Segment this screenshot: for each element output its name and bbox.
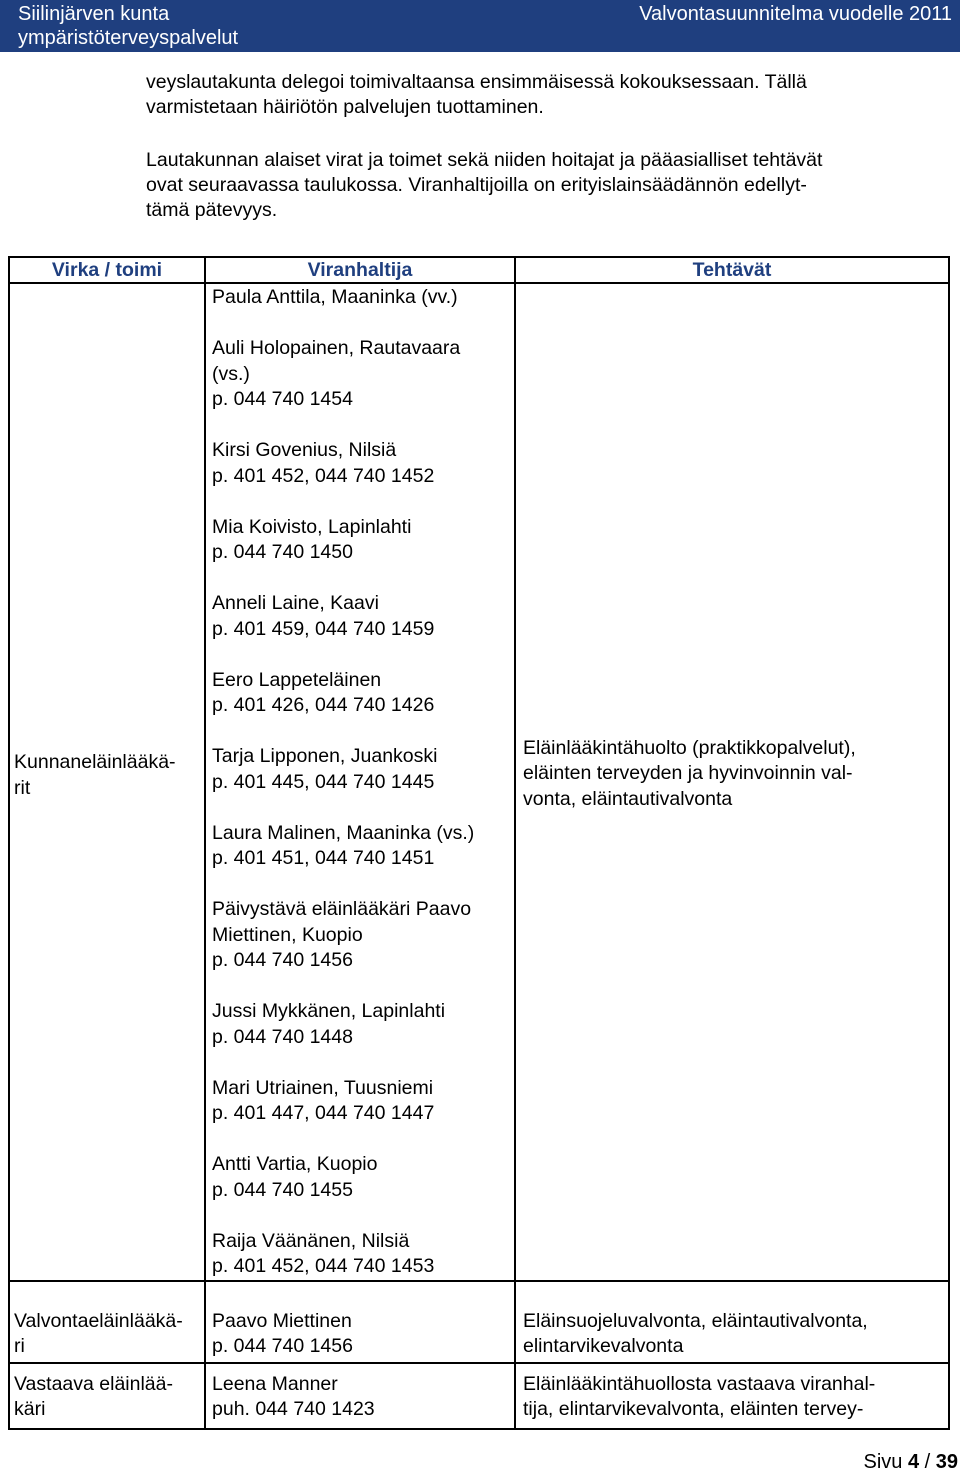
officer-phone: p. 044 740 1455	[212, 1178, 353, 1201]
table-row-supervising-vet	[9, 1281, 949, 1363]
officer-phone: puh. 044 740 1423	[212, 1398, 375, 1420]
table-header-row	[9, 257, 949, 283]
intro-line: varmistetaan häiriötön palvelujen tuottaminen.	[146, 96, 544, 118]
officer-phone: p. 401 452, 044 740 1452	[212, 464, 435, 487]
tasks-cell	[515, 1281, 949, 1363]
officer-line: Mia Koivisto, Lapinlahti	[212, 515, 412, 538]
task-text: Eläinlääkintähuollosta vastaava viranhal-	[523, 1372, 876, 1395]
officer-line: (vs.)	[212, 362, 250, 385]
intro-line: ovat seuraavassa taulukossa. Viranhaltijoilla on erityislainsäädännön edellyt-	[146, 174, 807, 196]
column-header-tasks: Tehtävät	[515, 257, 949, 283]
role-cell	[9, 1281, 205, 1363]
staff-table	[8, 256, 950, 1430]
officer-phone: p. 044 740 1456	[212, 1335, 353, 1357]
officer-phone: p. 401 451, 044 740 1451	[212, 847, 435, 869]
page-label: Sivu	[863, 1451, 908, 1473]
officers-cell	[205, 1363, 515, 1429]
task-text: elintarvikevalvonta	[523, 1335, 684, 1357]
intro-paragraph-2	[146, 148, 946, 223]
officer-line: Mari Utriainen, Tuusniemi	[212, 1076, 434, 1099]
header-municipality: Siilinjärven kunta	[18, 3, 170, 25]
role-cell	[9, 283, 205, 1281]
intro-line: Lautakunnan alaiset virat ja toimet sekä niiden hoitajat ja pääasialliset tehtävät	[146, 149, 823, 171]
tasks-cell	[515, 1363, 949, 1429]
officer-phone: p. 401 445, 044 740 1445	[212, 770, 435, 793]
role-text: Vastaava eläinlää-	[14, 1372, 173, 1395]
officer-line: Leena Manner	[212, 1372, 338, 1395]
task-text: eläinten terveyden ja hyvinvoinnin val-	[523, 762, 853, 784]
officer-line: Eero Lappeteläinen	[212, 668, 382, 691]
role-text: käri	[14, 1398, 46, 1420]
officer-phone: p. 401 459, 044 740 1459	[212, 617, 435, 640]
table-row-chief-vet	[9, 1363, 949, 1429]
officer-phone: p. 044 740 1454	[212, 388, 353, 410]
task-text: Eläinsuojeluvalvonta, eläintautivalvonta,	[523, 1309, 868, 1332]
header-department: ympäristöterveyspalvelut	[18, 27, 239, 49]
officer-phone: p. 401 426, 044 740 1426	[212, 694, 435, 716]
current-page: 4	[907, 1451, 920, 1473]
table-row-municipal-vets	[9, 283, 949, 1281]
intro-line: veyslautakunta delegoi toimivaltaansa ensimmäisessä kokouksessaan. Tällä	[146, 71, 807, 93]
header-document-title: Valvontasuunnitelma vuodelle 2011	[639, 3, 952, 25]
role-cell	[9, 1363, 205, 1429]
officer-line: Miettinen, Kuopio	[212, 923, 363, 946]
role-text: Valvontaeläinlääkä-	[14, 1309, 183, 1332]
task-text: tija, elintarvikevalvonta, eläinten tervey-	[523, 1398, 864, 1420]
officer-line: Paavo Miettinen	[212, 1309, 352, 1332]
officer-line: Kirsi Govenius, Nilsiä	[212, 439, 397, 461]
task-text: vonta, eläintautivalvonta	[523, 787, 733, 810]
officer-line: Antti Vartia, Kuopio	[212, 1153, 378, 1175]
officer-phone: p. 401 447, 044 740 1447	[212, 1102, 435, 1124]
role-text: Kunnaneläinlääkä-	[14, 751, 176, 774]
tasks-cell	[515, 283, 949, 1281]
officers-cell	[205, 283, 515, 1281]
officer-line: Tarja Lipponen, Juankoski	[212, 745, 438, 767]
officers-cell	[205, 1281, 515, 1363]
column-header-role: Virka / toimi	[9, 257, 205, 283]
total-pages: 39	[935, 1451, 958, 1473]
intro-line: tämä pätevyys.	[146, 199, 278, 221]
officer-phone: p. 044 740 1448	[212, 1025, 353, 1048]
intro-paragraph-1	[146, 70, 946, 120]
role-text: ri	[14, 1335, 25, 1357]
officer-line: Laura Malinen, Maaninka (vs.)	[212, 821, 475, 844]
page-separator: /	[919, 1451, 936, 1473]
officer-phone: p. 044 740 1450	[212, 541, 353, 563]
officer-line: Paula Anttila, Maaninka (vv.)	[212, 286, 458, 308]
page-number	[863, 1450, 958, 1474]
officer-line: Anneli Laine, Kaavi	[212, 592, 379, 614]
column-header-officer: Viranhaltija	[205, 257, 515, 283]
officer-line: Raija Väänänen, Nilsiä	[212, 1229, 410, 1252]
officer-phone: p. 044 740 1456	[212, 949, 353, 971]
header-left	[18, 2, 238, 50]
role-text: rit	[14, 776, 31, 799]
officer-phone: p. 401 452, 044 740 1453	[212, 1255, 435, 1277]
officer-line: Päivystävä eläinlääkäri Paavo	[212, 898, 472, 920]
officer-line: Auli Holopainen, Rautavaara	[212, 337, 461, 359]
officer-line: Jussi Mykkänen, Lapinlahti	[212, 1000, 446, 1022]
page-header	[0, 0, 960, 52]
task-text: Eläinlääkintähuolto (praktikkopalvelut),	[523, 736, 856, 759]
